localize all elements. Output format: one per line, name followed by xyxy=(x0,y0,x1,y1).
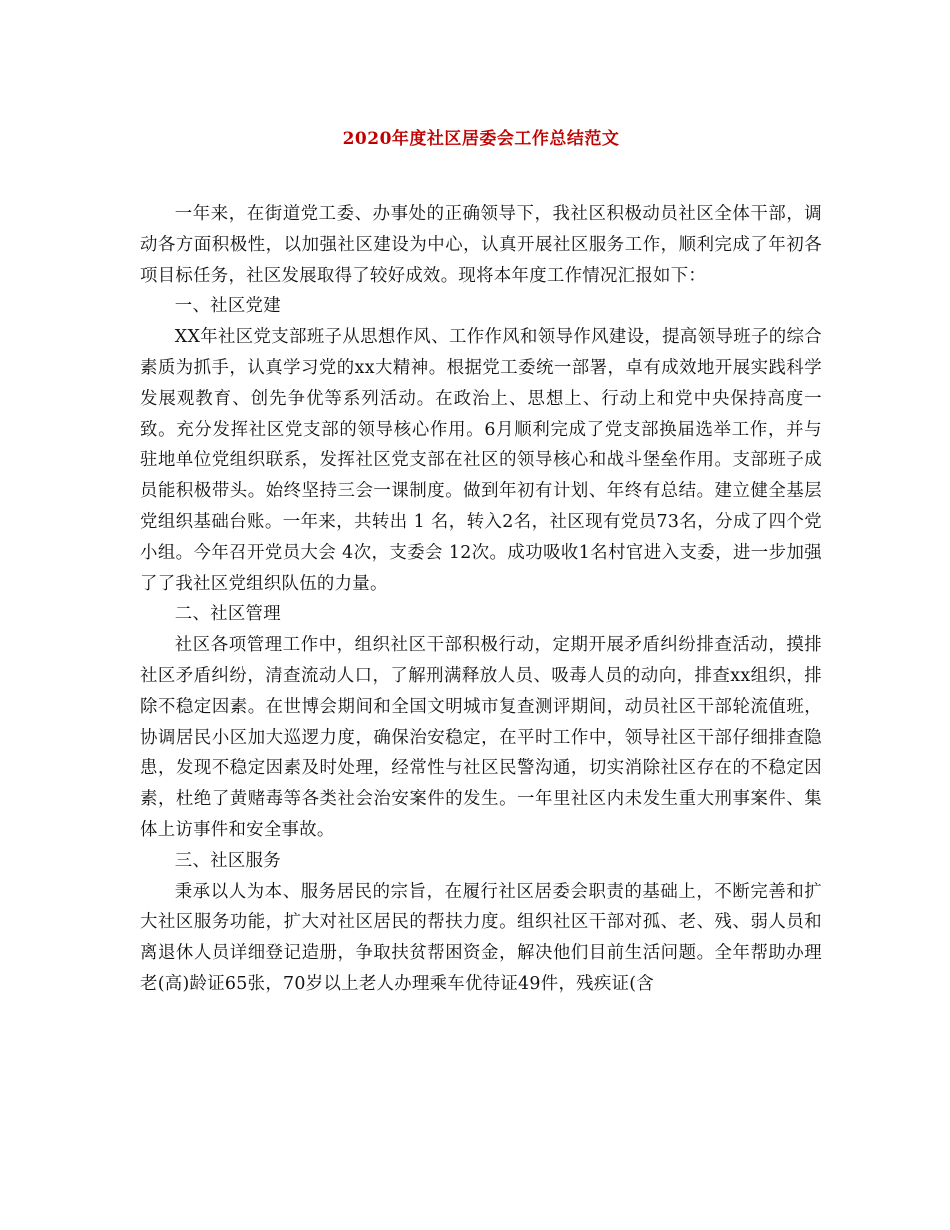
section-body-management: 社区各项管理工作中，组织社区干部积极行动，定期开展矛盾纠纷排查活动，摸排社区矛盾纠纷，清查流动人口，了解刑满释放人员、吸毒人员的动向，排查xx组织，排除不稳定因素。在世博会期间和全国文明城市复查测评期间，动员社区干部轮流值班，协调居民小区加大巡逻力度，确保治安稳定，在平时工作中，领导社区干部仔细排查隐患，发现不稳定因素及时处理，经常性与社区民警沟通，切实消除社区存在的不稳定因素，杜绝了黄赌毒等各类社会治安案件的发生。一年里社区内未发生重大刑事案件、集体上访事件和安全事故。 xyxy=(140,635,822,840)
section-body-party-building: XX年社区党支部班子从思想作风、工作作风和领导作风建设，提高领导班子的综合素质为抓手，认真学习党的xx大精神。根据党工委统一部署，卓有成效地开展实践科学发展观教育、创先争优等系列活动。在政治上、思想上、行动上和党中央保持高度一致。充分发挥社区党支部的领导核心作用。6月顺利完成了党支部换届选举工作，并与驻地单位党组织联系，发挥社区党支部在社区的领导核心和战斗堡垒作用。支部班子成员能积极带头。始终坚持三会一课制度。做到年初有计划、年终有总结。建立健全基层党组织基础台账。一年来，共转出 1 名，转入2名，社区现有党员73名，分成了四个党小组。今年召开党员大会 4次，支委会 12次。成功吸收1名村官进入支委，进一步加强了了我社区党组织队伍的力量。 xyxy=(140,327,822,594)
document-title: 2020年度社区居委会工作总结范文 xyxy=(342,129,620,149)
section-heading-service: 三、社区服务 xyxy=(174,850,281,871)
section-body-service: 秉承以人为本、服务居民的宗旨，在履行社区居委会职责的基础上，不断完善和扩大社区服务功能，扩大对社区居民的帮扶力度。组织社区干部对孤、老、残、弱人员和离退休人员详细登记造册，争取扶贫帮困资金，解决他们目前生活问题。全年帮助办理老(高)龄证65张，70岁以上老人办理乘车优待证49件，残疾证(含 xyxy=(140,881,822,994)
section-heading-management: 二、社区管理 xyxy=(174,604,281,625)
intro-paragraph: 一年来，在街道党工委、办事处的正确领导下，我社区积极动员社区全体干部，调动各方面积极性，以加强社区建设为中心，认真开展社区服务工作，顺利完成了年初各项目标任务，社区发展取得了较好成效。现将本年度工作情况汇报如下： xyxy=(140,204,822,286)
section-heading-party-building: 一、社区党建 xyxy=(174,296,281,317)
